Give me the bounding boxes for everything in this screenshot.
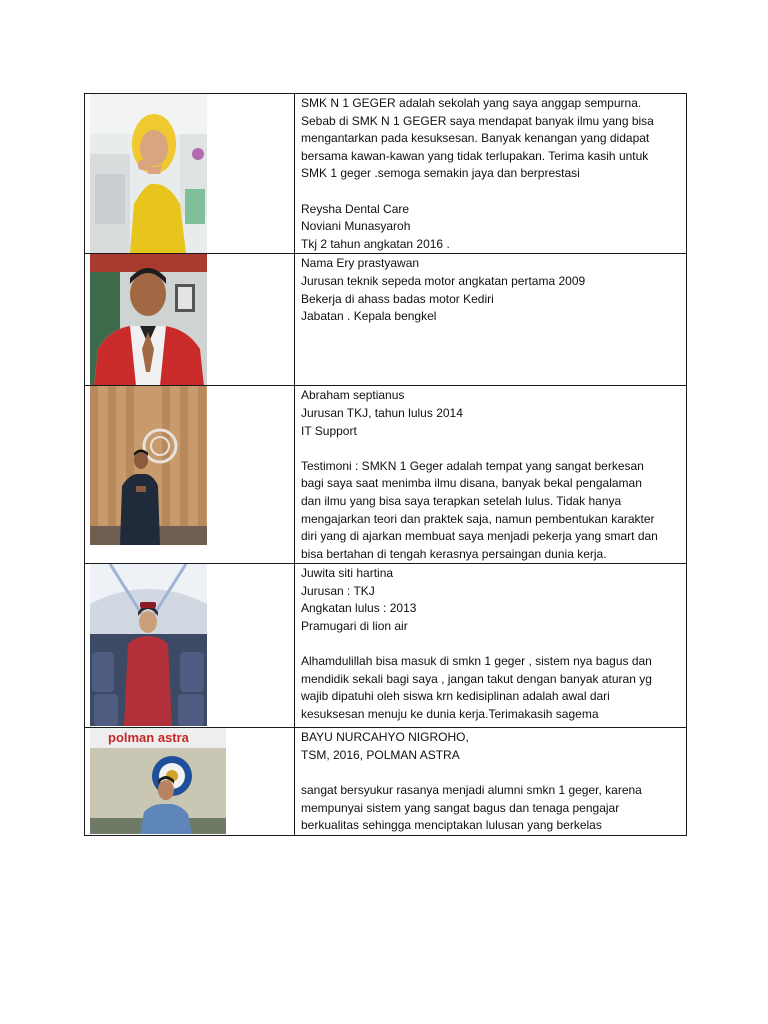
- photo-man-polman-astra: [90, 728, 226, 834]
- alumni-name: Noviani Munasyaroh: [301, 219, 411, 234]
- text-line: kesuksesan menuju ke dunia kerja.Terimakasih sagema: [301, 707, 599, 722]
- alumni-name: Nama Ery prastyawan: [301, 256, 420, 271]
- testimonial-text: [295, 94, 687, 254]
- blank-line: [301, 764, 680, 782]
- company-name: Reysha Dental Care: [301, 201, 410, 216]
- text-line: Testimoni : SMKN 1 Geger adalah tempat yang sangat berkesan: [301, 458, 644, 473]
- photo-man-red-uniform: [90, 254, 207, 386]
- text-line: sangat bersyukur rasanya menjadi alumni smkn 1 geger, karena: [301, 783, 642, 798]
- text-line: SMK N 1 GEGER adalah sekolah yang saya anggap sempurna.: [301, 96, 642, 110]
- photo-cell: [85, 728, 295, 836]
- text-line: Alhamdulillah bisa masuk di smkn 1 geger , sistem nya bagus dan: [301, 654, 652, 669]
- alumni-name: Abraham septianus: [301, 388, 405, 403]
- text-line: TSM, 2016, POLMAN ASTRA: [301, 747, 460, 762]
- text-line: bisa bertahan di tengah kerasnya persaingan dunia kerja.: [301, 546, 607, 561]
- text-line: Jurusan TKJ, tahun lulus 2014: [301, 405, 463, 420]
- text-line: Angkatan lulus : 2013: [301, 601, 417, 616]
- table-row: [85, 386, 687, 564]
- text-line: dan ilmu yang bisa saya terapkan setelah lulus. Tidak hanya: [301, 493, 622, 508]
- text-line: IT Support: [301, 423, 357, 438]
- text-line: Jurusan : TKJ: [301, 583, 375, 598]
- text-line: diri yang di ajarkan membuat saya menjadi pekerja yang smart dan: [301, 529, 658, 544]
- text-line: bersama kawan-kawan yang tidak terlupakan. Terima kasih untuk: [301, 148, 649, 163]
- table-row: [85, 564, 687, 728]
- text-line: Pramugari di lion air: [301, 619, 408, 634]
- photo-woman-yellow-hijab: [90, 94, 207, 253]
- text-line: wajib dipatuhi oleh siswa krn kedisiplinan adalah awal dari: [301, 689, 610, 704]
- photo-flight-attendant: [90, 564, 207, 726]
- text-line: berkualitas sehingga menciptakan lulusan yang berkelas: [301, 818, 602, 833]
- alumni-major-year: Tkj 2 tahun angkatan 2016 .: [301, 236, 450, 251]
- table-row: [85, 254, 687, 386]
- text-line: Jurusan teknik sepeda motor angkatan pertama 2009: [301, 273, 586, 288]
- text-line: Sebab di SMK N 1 GEGER saya mendapat banyak ilmu yang bisa: [301, 113, 654, 128]
- text-line: mempunyai sistem yang sangat bagus dan tenaga pengajar: [301, 800, 620, 815]
- alumni-name: BAYU NURCAHYO NIGROHO,: [301, 730, 469, 745]
- testimonial-text: [295, 564, 687, 728]
- text-line: Bekerja di ahass badas motor Kediri: [301, 291, 494, 306]
- testimonial-text: [295, 728, 687, 836]
- photo-cell: [85, 386, 295, 564]
- blank-line: [301, 183, 680, 201]
- text-line: Jabatan . Kepala bengkel: [301, 309, 437, 324]
- photo-cell: [85, 94, 295, 254]
- testimonial-table: [84, 93, 687, 836]
- text-line: bagi saya saat menimba ilmu disana, banyak bekal pengalaman: [301, 476, 642, 491]
- testimonial-text: [295, 254, 687, 386]
- text-line: mengantarkan pada kesuksesan. Banyak kenangan yang didapat: [301, 131, 650, 146]
- blank-line: [301, 636, 680, 654]
- polman-astra-sign: polman astra: [108, 730, 189, 746]
- text-line: SMK 1 geger .semoga semakin jaya dan berprestasi: [301, 166, 580, 181]
- photo-cell: [85, 564, 295, 728]
- blank-line: [301, 440, 680, 458]
- alumni-name: Juwita siti hartina: [301, 566, 394, 581]
- photo-cell: [85, 254, 295, 386]
- text-line: mengajarkan teori dan praktek saja, namun pembentukan karakter: [301, 511, 655, 526]
- table-row: [85, 94, 687, 254]
- text-line: mendidik sekali bagi saya , jangan takut dengan banyak aturan yg: [301, 671, 652, 686]
- testimonial-text: [295, 386, 687, 564]
- table-row: [85, 728, 687, 836]
- photo-man-office-lobby: [90, 386, 207, 545]
